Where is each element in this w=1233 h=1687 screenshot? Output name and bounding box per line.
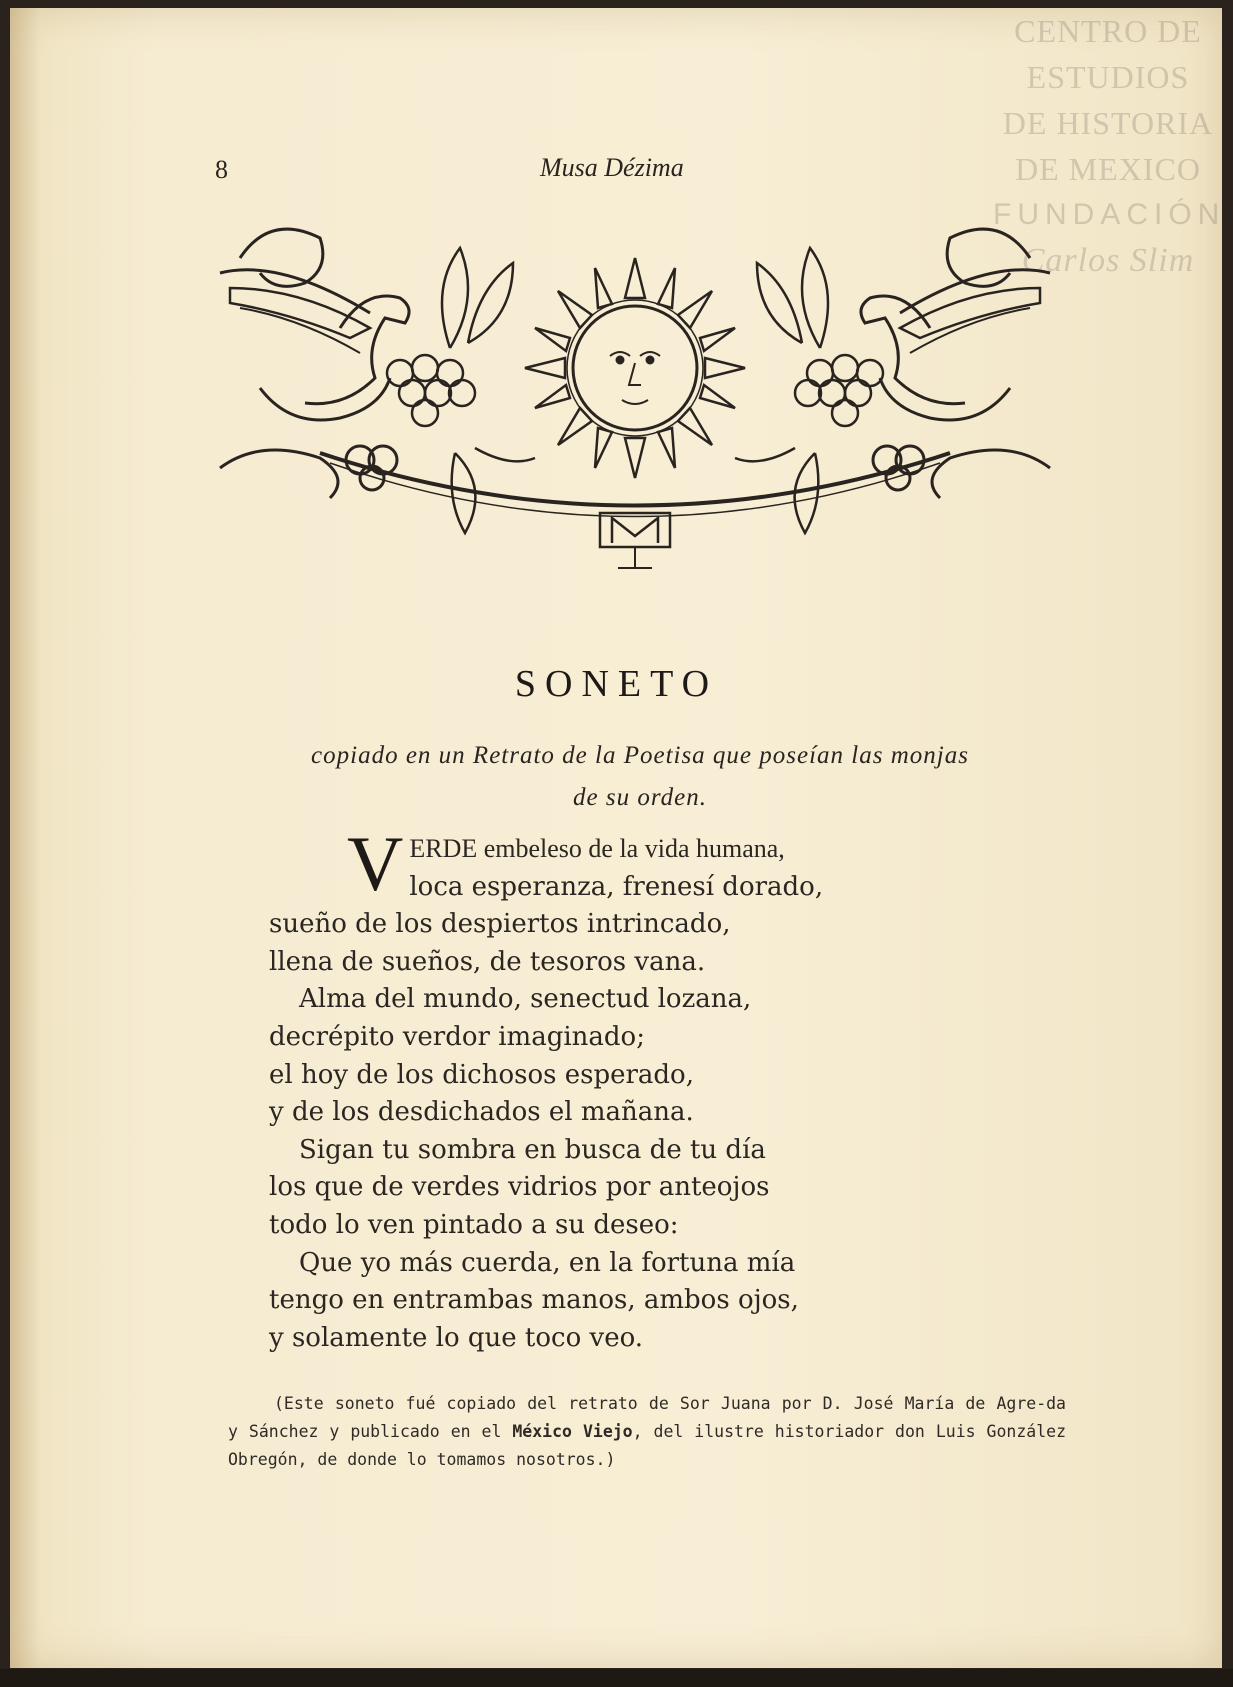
poem-line: todo lo ven pintado a su deseo: [269, 1209, 679, 1240]
subtitle-line: copiado en un Retrato de la Poetisa que poseían las monjas [311, 742, 969, 769]
poem-line: Sigan tu sombra en busca de tu día [299, 1134, 766, 1165]
poem-line: Que yo más cuerda, en la fortuna mía [299, 1247, 796, 1278]
page-number: 8 [215, 155, 228, 184]
poem-line: y de los desdichados el mañana. [269, 1097, 694, 1128]
poem-line [347, 830, 1067, 869]
poem-line: llena de sueños, de tesoros vana. [269, 946, 706, 977]
running-head: Musa Dézima [540, 153, 684, 182]
poem-line: el hoy de los dichosos esperado, [269, 1059, 694, 1090]
watermark-line: ESTUDIOS [1026, 59, 1190, 95]
footnote [228, 1390, 1066, 1474]
footnote-book-title: México Viejo [512, 1422, 633, 1441]
poem-line: sueño de los despiertos intrincado, [269, 909, 731, 940]
poem-line-text: ERDE embeleso de la vida humana, [409, 834, 785, 863]
watermark-line: DE MEXICO [1015, 151, 1201, 187]
sun-griffin-ornament-icon [200, 198, 1070, 618]
drop-cap: V [347, 820, 404, 907]
poem-line: decrépito verdor imaginado; [269, 1021, 645, 1052]
sonnet-body [269, 820, 1067, 1357]
page-bottom-edge [0, 1669, 1233, 1687]
watermark-line: DE HISTORIA [1002, 105, 1214, 141]
footnote-text: (Este soneto fué copiado del retrato de Sor Juana por D. José María de Agre-da y Sánchez y publicado en el [228, 1394, 1066, 1441]
poem-line: y solamente lo que toco veo. [269, 1322, 644, 1353]
poem-title: SONETO [514, 663, 719, 705]
watermark-signature: Carlos Slim [1021, 242, 1195, 279]
watermark-line: FUNDACIÓN [993, 198, 1226, 231]
footnote-text: , del ilustre historiador don Luis González Obregón, de donde lo tomamos nosotros.) [228, 1422, 1066, 1469]
subtitle-line: de su orden. [573, 784, 707, 811]
poem-line: los que de verdes vidrios por anteojos [269, 1172, 770, 1203]
poem-line: Alma del mundo, senectud lozana, [299, 984, 752, 1015]
poem-line: loca esperanza, frenesí dorado, [409, 871, 824, 902]
poem-line: tengo en entrambas manos, ambos ojos, [269, 1285, 799, 1316]
watermark-line: CENTRO DE [1014, 13, 1202, 49]
poem-subtitle [220, 735, 1060, 819]
